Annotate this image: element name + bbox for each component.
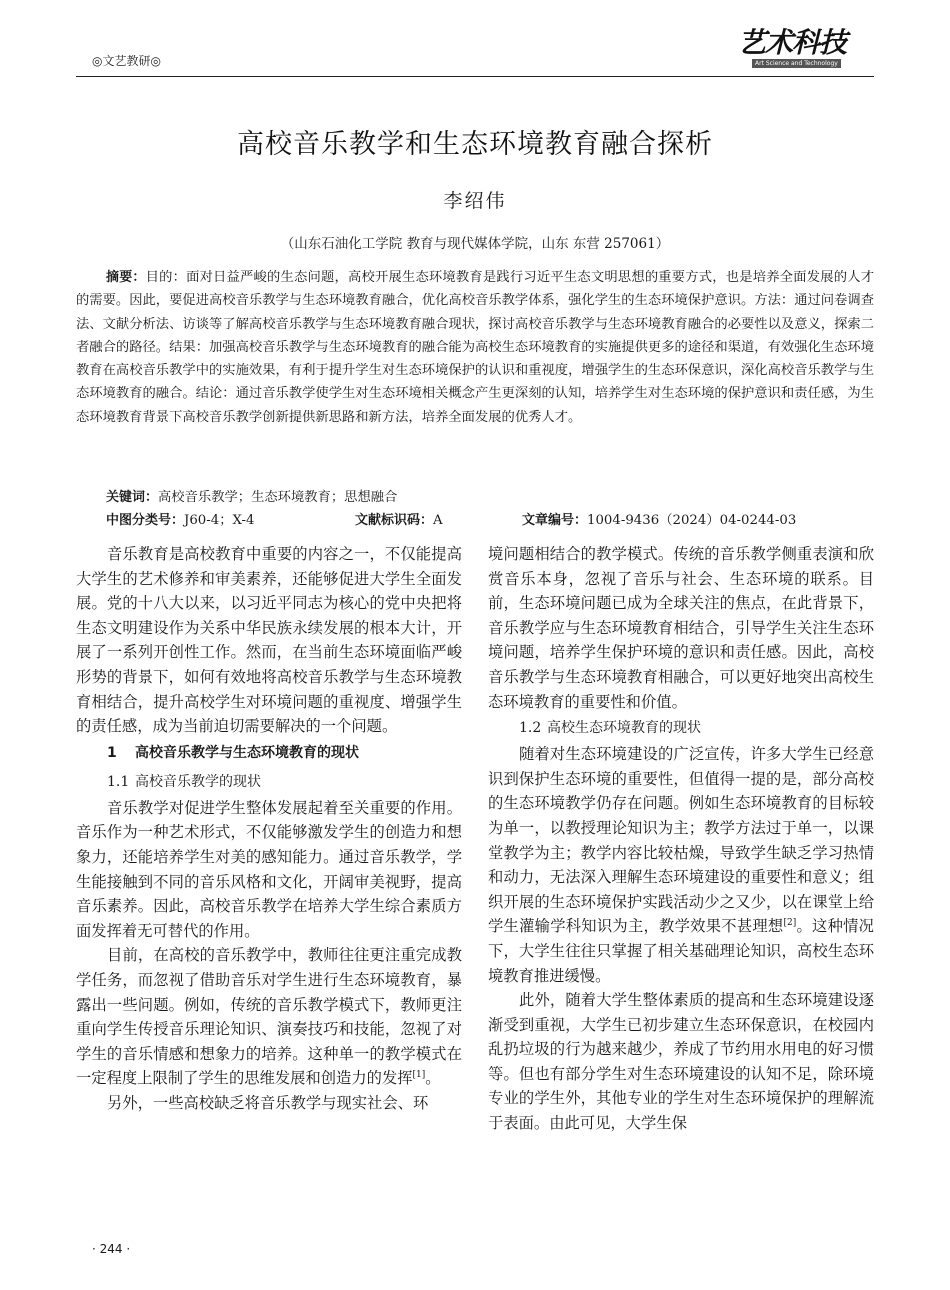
abstract-text: 目的：面对日益严峻的生态问题，高校开展生态环境教育是践行习近平生态文明思想的重要方式，也是培养全面发展的人才的需要。因此，要促进高校音乐教学与生态环境教育融合，优化高校音乐教学体系，强化学生的生态环境保护意识。方法：通过问卷调查法、文献分析法、访谈等了解高校音乐教学与生态环境教育融合现状，探讨高校音乐教学与生态环境教育融合的必要性以及意义，探索二者融合的路径。结果：加强高校音乐教学与生态环境教育的融合能为高校生态环境教育的实施提供更多的途径和渠道，有效强化生态环境教育在高校音乐教学中的实施效果，有利于提升学生对生态环境保护的认识和重视度，增强学生的生态环保意识，深化高校音乐教学与生态环境教育的融合。结论：通过音乐教学使学生对生态环境相关概念产生更深刻的认知，培养学生对生态环境的保护意识和责任感，为生态环境教育背景下高校音乐教学创新提供新思路和新方法，培养全面发展的优秀人才。 [76, 270, 874, 425]
citation-ref: [2] [783, 918, 797, 929]
article-no-text: 1004-9436（2024）04-0244-03 [587, 513, 797, 528]
body-paragraph: 另外，一些高校缺乏将音乐教学与现实社会、环 [107, 1093, 429, 1112]
abstract-label: 摘要： [106, 270, 146, 285]
keywords-label: 关键词： [106, 490, 159, 505]
section-heading-1-2 [488, 714, 874, 742]
author-affiliation: （山东石油化工学院 教育与现代媒体学院，山东 东营 257061） [280, 236, 670, 252]
section-heading-1-1 [76, 768, 462, 796]
section-heading-1 [76, 739, 462, 768]
body-paragraph [488, 742, 874, 988]
abstract [76, 266, 874, 429]
citation-ref: [1] [412, 1070, 426, 1081]
heading-number: 1.1 [107, 773, 130, 790]
document-code [355, 509, 443, 528]
clc-label: 中图分类号： [106, 513, 185, 528]
heading-text: 高校音乐教学的现状 [135, 773, 261, 790]
body-paragraph [76, 943, 462, 1091]
doc-code-label: 文献标识码： [355, 513, 434, 528]
paragraph-text: 目前，在高校的音乐教学中，教师往往更注重完成教学任务，而忽视了借助音乐对学生进行生态环境教育，暴露出一些问题。例如，传统的音乐教学模式下，教师更注重向学生传授音乐理论知识、演奏技巧和技能，忽视了对学生的音乐情感和想象力的培养。这种单一的教学模式在一定程度上限制了学生的思维发展和创造力的发挥 [76, 946, 462, 1088]
page-number: · 244 · [92, 1242, 131, 1256]
body-paragraph: 境问题相结合的教学模式。传统的音乐教学侧重表演和欣赏音乐本身，忽视了音乐与社会、生态环境的联系。目前，生态环境问题已成为全球关注的焦点，在此背景下，音乐教学应与生态环境教育相结合，引导学生关注生态环境问题，培养学生保护环境的意识和责任感。因此，高校音乐教学与生态环境教育相融合，可以更好地突出高校生态环境教育的重要性和价值。 [488, 545, 874, 711]
logo-en-text: Art Science and Technology [752, 59, 841, 68]
journal-logo [738, 26, 848, 72]
paragraph-text-end: 。 [425, 1069, 441, 1088]
body-paragraph: 此外，随着大学生整体素质的提高和生态环境建设逐渐受到重视，大学生已初步建立生态环保意识，在校园内乱扔垃圾的行为越来越少，养成了节约用水用电的好习惯等。但也有部分学生对生态环境建设的认知不足，除环境专业的学生外，其他专业的学生对生态环境保护的理解流于表面。由此可见，大学生保 [488, 991, 874, 1133]
right-column [488, 542, 874, 1136]
paragraph-text: 随着对生态环境建设的广泛宣传，许多大学生已经意识到保护生态环境的重要性，但值得一提的是，部分高校的生态环境教学仍存在问题。例如生态环境教育的目标较为单一，以教授理论知识为主；教学方法过于单一，以课堂教学为主；教学内容比较枯燥，导致学生缺乏学习热情和动力，无法深入理解生态环境建设的重要性和意义；组织开展的生态环境保护实践活动少之又少，以在课堂上给学生灌输学科知识为主，教学效果不甚理想 [488, 745, 874, 936]
keywords [106, 486, 397, 505]
article-number [522, 509, 796, 528]
logo-cn-text: 艺术科技 [738, 26, 847, 59]
section-header: ◎文艺教研◎ [92, 54, 161, 68]
paragraph-text-end: 。这种情况下，大学生往往只掌握了相关基础理论知识，高校生态环境教育推进缓慢。 [488, 917, 874, 985]
body-paragraph: 音乐教育是高校教育中重要的内容之一，不仅能提高大学生的艺术修养和审美素养，还能够促进大学生全面发展。党的十八大以来，以习近平同志为核心的党中央把将生态文明建设作为关系中华民族永续发展的根本大计，开展了一系列开创性工作。然而，在当前生态环境面临严峻形势的背景下，如何有效地将高校音乐教学与生态环境教育相结合，提升高校学生对环境问题的重视度、增强学生的责任感，成为当前迫切需要解决的一个问题。 [76, 545, 462, 736]
author-name: 李绍伟 [443, 190, 507, 212]
header-divider [76, 76, 874, 77]
heading-number: 1 [107, 744, 117, 761]
keywords-text: 高校音乐教学；生态环境教育；思想融合 [158, 490, 398, 505]
left-column [76, 542, 462, 1115]
clc-number [106, 509, 254, 528]
article-title: 高校音乐教学和生态环境教育融合探析 [237, 129, 713, 160]
heading-text: 高校音乐教学与生态环境教育的现状 [135, 744, 359, 761]
body-paragraph: 音乐教学对促进学生整体发展起着至关重要的作用。音乐作为一种艺术形式，不仅能够激发学生的创造力和想象力，还能培养学生对美的感知能力。通过音乐教学，学生能接触到不同的音乐风格和文化，开阔审美视野，提高音乐素养。因此，高校音乐教学在培养大学生综合素质方面发挥着无可替代的作用。 [76, 798, 462, 940]
heading-text: 高校生态环境教育的现状 [547, 720, 701, 737]
doc-code-text: A [433, 513, 443, 528]
heading-number: 1.2 [519, 720, 542, 737]
clc-text: J60-4；X-4 [184, 513, 255, 528]
article-no-label: 文章编号： [522, 513, 588, 528]
